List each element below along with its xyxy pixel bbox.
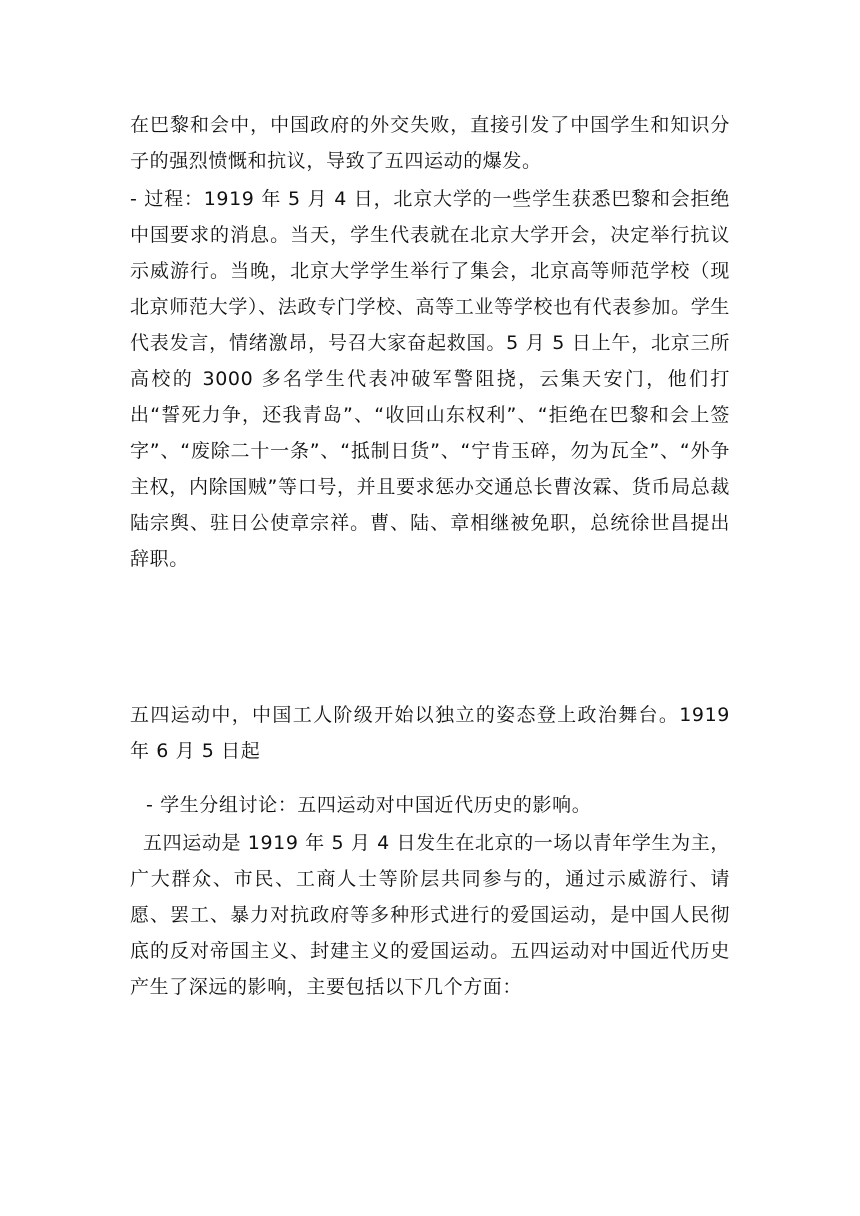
paragraph-may-fourth-overview: 五四运动是 1919 年 5 月 4 日发生在北京的一场以青年学生为主，广大群众、市民、工商人士等阶层共同参与的，通过示威游行、请愿、罢工、暴力对抗政府等多种形式进行的爱国运动，是中国人民彻底的反对帝国主义、封建主义的爱国运动。五四运动对中国近代历史产生了深远的影响，主要包括以下几个方面： xyxy=(130,832,730,998)
paragraph-working-class: 五四运动中，中国工人阶级开始以独立的姿态登上政治舞台。1919 年 6 月 5 日起 xyxy=(130,704,730,762)
paragraph-process: - 过程：1919 年 5 月 4 日，北京大学的一些学生获悉巴黎和会拒绝中国要求的消息。当天，学生代表就在北京大学开会，决定举行抗议示威游行。当晚，北京大学学生举行了集会，北京高等师范学校（现北京师范大学）、法政专门学校、高等工业等学校也有代表参加。学生代表发言，情绪激昂，号召大家奋起救国。5 月 5 日上午，北京三所高校的 3000 多名学生代表冲破军警阻挠，云集天安门，他们打出“誓死力争，还我青岛”、“收回山东权利”、“拒绝在巴黎和会上签字”、“废除二十一条”、“抵制日货”、“宁肯玉碎，勿为瓦全”、“外争主权，内除国贼”等口号，并且要求惩办交通总长曹汝霖、货币局总裁陆宗舆、驻日公使章宗祥。曹、陆、章相继被免职，总统徐世昌提出辞职。 xyxy=(130,188,730,570)
paragraph-group-discussion: - 学生分组讨论：五四运动对中国近代历史的影响。 xyxy=(146,794,592,816)
paragraph-paris-peace-conference: 在巴黎和会中，中国政府的外交失败，直接引发了中国学生和知识分子的强烈愤慨和抗议，导致了五四运动的爆发。 xyxy=(130,114,730,172)
